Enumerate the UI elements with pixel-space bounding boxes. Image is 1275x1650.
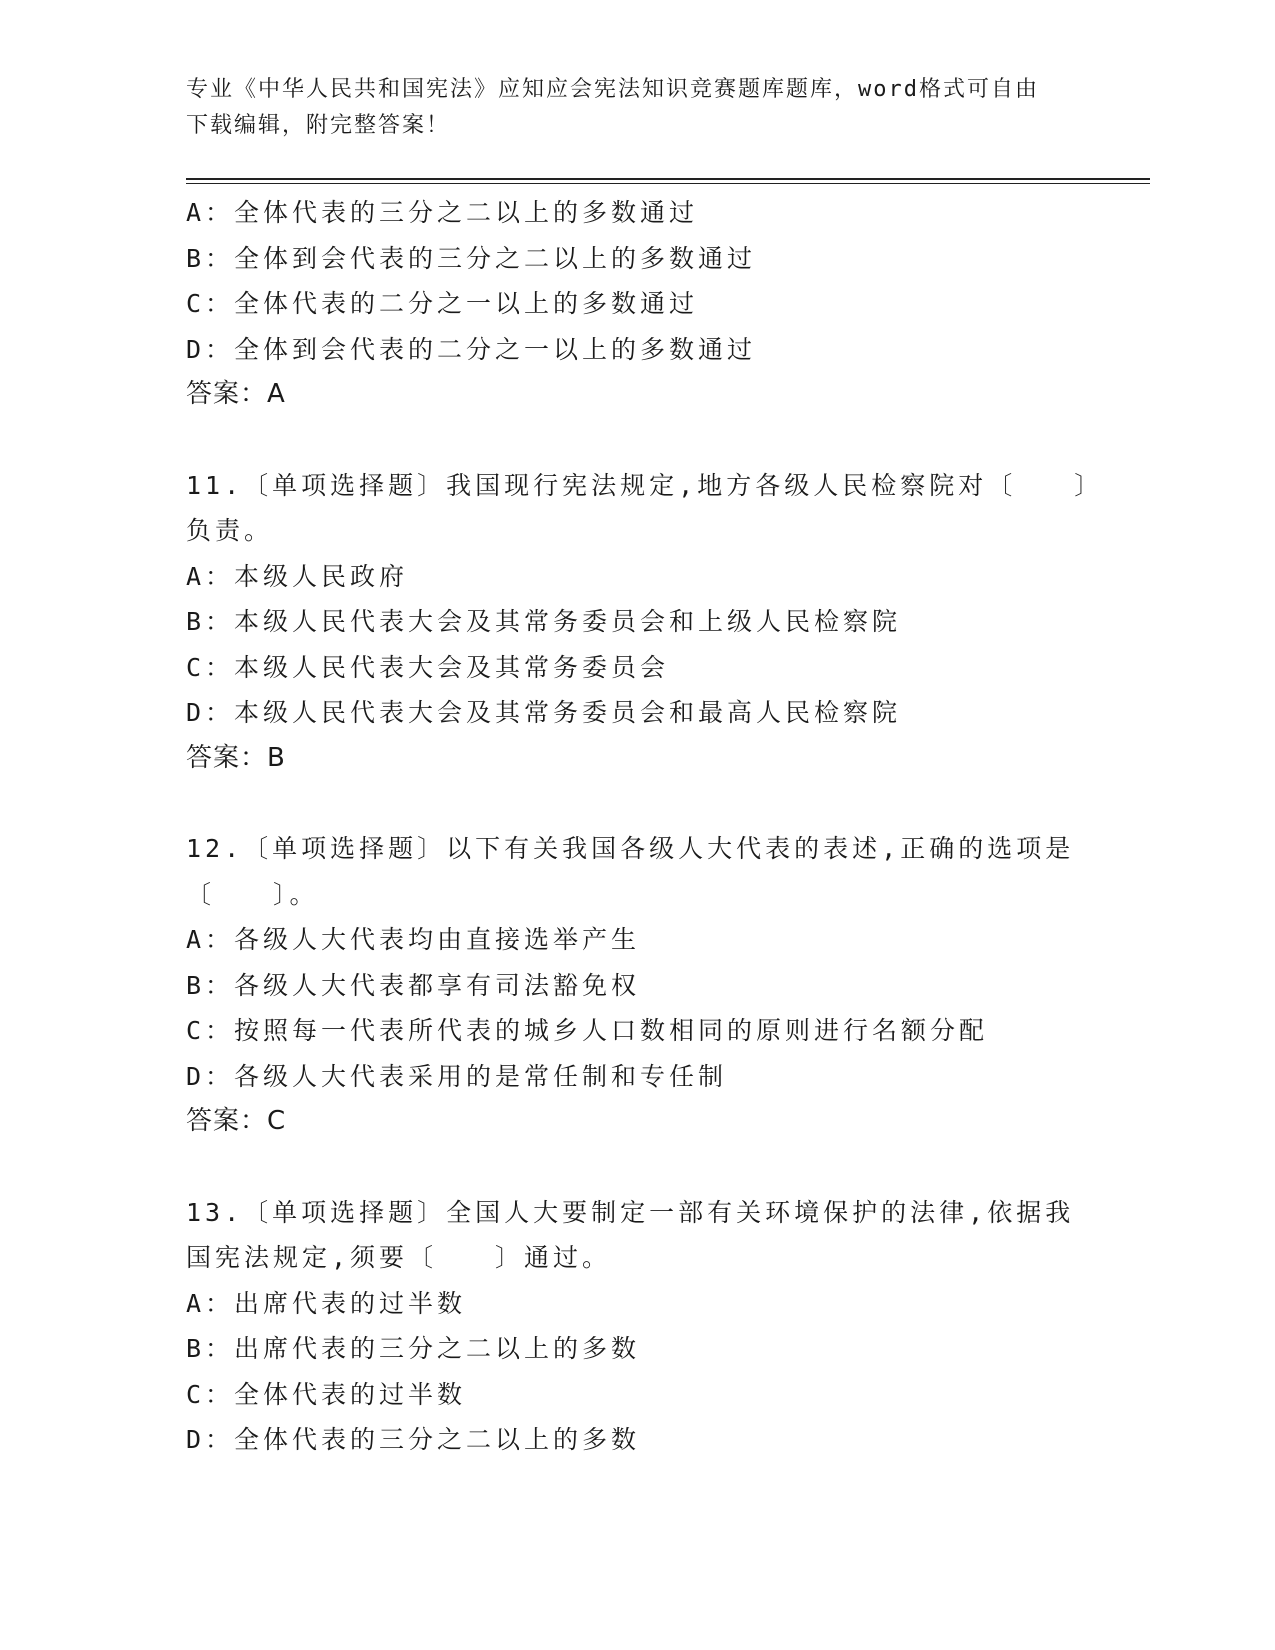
question-text-line-1: 11.〔单项选择题〕我国现行宪法规定,地方各级人民检察院对〔 〕	[186, 470, 1104, 500]
spacer	[186, 418, 1146, 463]
option-a: A：出席代表的过半数	[186, 1288, 467, 1318]
question-12	[186, 826, 1146, 1145]
question-13	[186, 1190, 1146, 1463]
question-text-line-2: 〔 〕。	[186, 879, 319, 909]
option-d: D：各级人大代表采用的是常任制和专任制	[186, 1061, 728, 1091]
option-a: A：全体代表的三分之二以上的多数通过	[186, 198, 699, 227]
option-c: C：按照每一代表所代表的城乡人口数相同的原则进行名额分配	[186, 1016, 989, 1045]
option-d: D：本级人民代表大会及其常务委员会和最高人民检察院	[186, 698, 902, 727]
question-text-line-1: 12.〔单项选择题〕以下有关我国各级人大代表的表述,正确的选项是	[186, 834, 1075, 863]
question-10	[186, 190, 1146, 418]
header-line-2: 下载编辑，附完整答案！	[186, 113, 451, 138]
option-b: B：本级人民代表大会及其常务委员会和上级人民检察院	[186, 607, 902, 636]
option-c: C：全体代表的二分之一以上的多数通过	[186, 289, 699, 318]
question-11	[186, 463, 1146, 782]
answer: 答案：C	[186, 1106, 287, 1136]
question-list	[186, 190, 1146, 1463]
spacer	[186, 781, 1146, 826]
question-text-line-2: 负责。	[186, 516, 274, 545]
header-divider-thick	[186, 178, 1150, 180]
document-header	[186, 72, 1086, 144]
option-c: C：全体代表的过半数	[186, 1379, 467, 1409]
question-text-line-1: 13.〔单项选择题〕全国人大要制定一部有关环境保护的法律,依据我	[186, 1197, 1075, 1227]
option-b: B：各级人大代表都享有司法豁免权	[186, 970, 641, 1000]
option-b: B：全体到会代表的三分之二以上的多数通过	[186, 243, 757, 273]
option-c: C：本级人民代表大会及其常务委员会	[186, 652, 670, 682]
option-b: B：出席代表的三分之二以上的多数	[186, 1334, 641, 1363]
option-a: A：各级人大代表均由直接选举产生	[186, 925, 641, 954]
answer: 答案：A	[186, 379, 286, 409]
spacer	[186, 1145, 1146, 1190]
header-line-1: 专业《中华人民共和国宪法》应知应会宪法知识竞赛题库题库，word格式可自由	[186, 77, 1039, 102]
option-d: D：全体到会代表的二分之一以上的多数通过	[186, 334, 757, 364]
header-divider-thin	[186, 183, 1150, 184]
option-a: A：本级人民政府	[186, 561, 409, 591]
answer: 答案：B	[186, 742, 286, 773]
question-text-line-2: 国宪法规定,须要〔 〕通过。	[186, 1243, 612, 1272]
option-d: D：全体代表的三分之二以上的多数	[186, 1425, 641, 1454]
